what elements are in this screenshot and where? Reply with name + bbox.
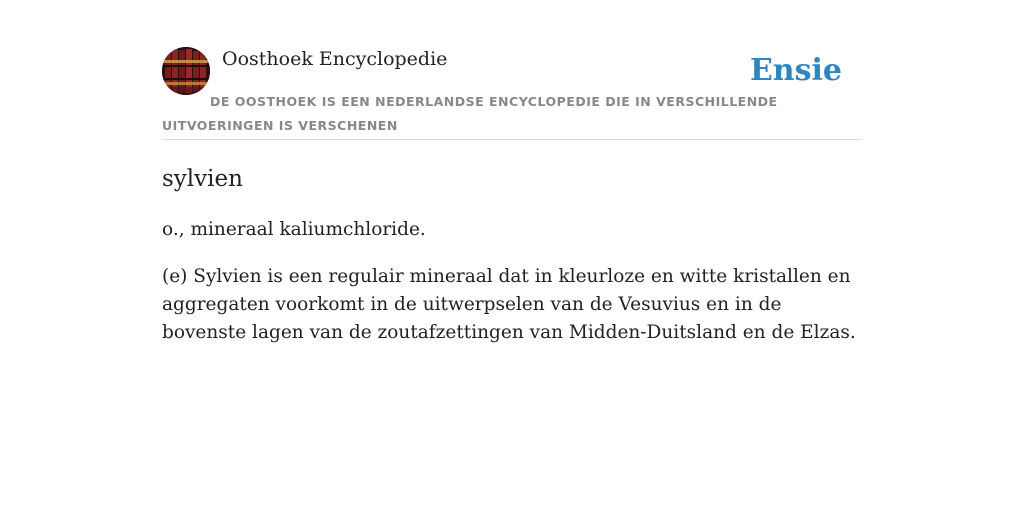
site-title[interactable]: Oosthoek Encyclopedie (222, 48, 448, 70)
article-paragraph: o., mineraal kaliumchloride. (162, 219, 426, 240)
site-header (162, 47, 862, 140)
article (162, 164, 867, 347)
brand-logo[interactable]: Ensie (749, 53, 842, 88)
encyclopedia-books-icon[interactable] (162, 47, 210, 95)
article-paragraph: (e) Sylvien is een regulair mineraal dat in kleurloze en witte kristallen en aggregaten voorkomt in de uitwerpselen van de Vesuvius en in de bovenste lagen van de zoutafzettingen van Midden-Duitsland en de Elzas. (162, 266, 856, 343)
site-subtitle: DE OOSTHOEK IS EEN NEDERLANDSE ENCYCLOPEDIE DIE IN VERSCHILLENDE UITVOERINGEN IS VERSCHENEN (162, 94, 778, 133)
article-title: sylvien (162, 166, 243, 192)
